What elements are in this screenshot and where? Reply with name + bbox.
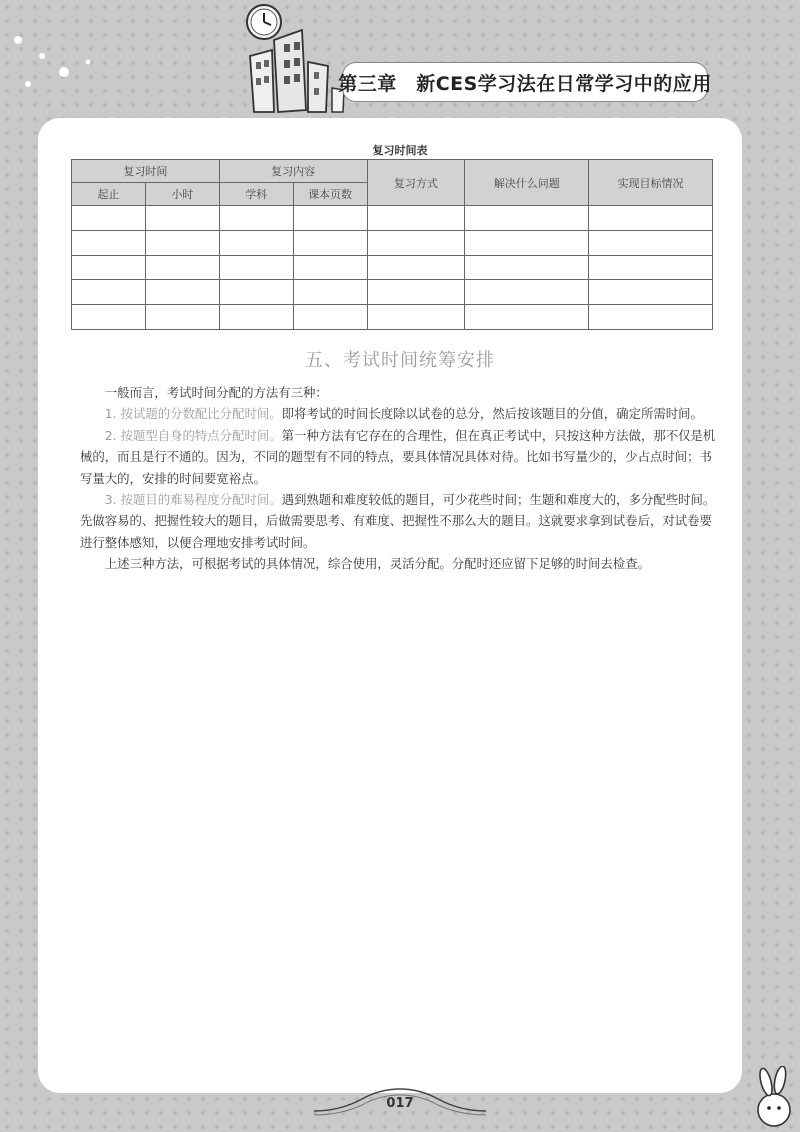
table-cell (293, 255, 367, 280)
method-paragraph-3 (80, 489, 720, 553)
table-cell (465, 230, 589, 255)
table-cell (465, 305, 589, 330)
table-cell (72, 255, 146, 280)
table-row (72, 206, 713, 231)
buildings-icon (250, 30, 344, 112)
clock-icon (247, 5, 281, 39)
table-cell (293, 280, 367, 305)
table-cell (293, 230, 367, 255)
table-row (72, 255, 713, 280)
page-number: 017 (386, 1096, 414, 1111)
table-cell (145, 255, 219, 280)
table-cell (145, 230, 219, 255)
method-label-3: 3. 按题目的难易程度分配时间。 (104, 492, 282, 508)
table-cell (465, 280, 589, 305)
table-cell (589, 280, 713, 305)
method-text-1: 即将考试的时间长度除以试卷的总分，然后按该题目的分值，确定所需时间。 (281, 406, 703, 422)
table-cell (589, 206, 713, 231)
table-cell (219, 206, 293, 231)
header-review-content: 复习内容 (219, 160, 367, 183)
clock-tower-illustration (228, 0, 358, 118)
table-cell (367, 206, 465, 231)
table-cell (589, 255, 713, 280)
header-subject: 学科 (219, 183, 293, 206)
table-cell (589, 305, 713, 330)
summary-paragraph: 上述三种方法，可根据考试的具体情况，综合使用，灵活分配。分配时还应留下足够的时间去检查。 (104, 556, 650, 572)
table-body (72, 206, 713, 330)
table-cell (293, 206, 367, 231)
table-cell (465, 206, 589, 231)
table-cell (589, 230, 713, 255)
intro-paragraph: 一般而言，考试时间分配的方法有三种： (104, 385, 328, 400)
method-text-3: 遇到熟题和难度较低的题目，可少花些时间；生题和难度大的，多分配些时间。先做容易的、把握性较大的题目，后做需要思考、有难度、把握性不那么大的题目。这就要求拿到试卷后，对试卷要进行整体感知，以便合理地安排考试时间。 (80, 492, 716, 550)
table-cell (219, 280, 293, 305)
table-cell (145, 305, 219, 330)
table-cell (367, 255, 465, 280)
method-label-2: 2. 按题型自身的特点分配时间。 (104, 427, 282, 443)
table-header-row (72, 160, 713, 183)
header-goal-status: 实现目标情况 (589, 160, 713, 206)
method-text-2: 第一种方法有它存在的合理性，但在真正考试中，只按这种方法做，那不仅是机械的，而且是行不通的。因为，不同的题型有不同的特点，要具体情况具体对待。比如书写量少的，少占点时间；书写量大的，安排的时间要宽裕点。 (80, 427, 716, 486)
header-start-end: 起止 (72, 183, 146, 206)
table-cell (145, 206, 219, 231)
rabbit-icon (748, 1066, 796, 1130)
table-row (72, 230, 713, 255)
header-textbook-pages: 课本页数 (293, 183, 367, 206)
table-caption: 复习时间表 (372, 144, 428, 157)
header-hours: 小时 (145, 183, 219, 206)
table-row (72, 305, 713, 330)
method-paragraph-2 (80, 425, 720, 489)
table-cell (293, 305, 367, 330)
table-cell (145, 280, 219, 305)
body-text (80, 382, 720, 575)
table-cell (219, 305, 293, 330)
table-cell (367, 280, 465, 305)
chapter-banner (338, 62, 712, 102)
header-problems-solved: 解决什么问题 (465, 160, 589, 206)
table-cell (465, 255, 589, 280)
header-review-method: 复习方式 (367, 160, 465, 206)
table-cell (72, 305, 146, 330)
method-label-1: 1. 按试题的分数配比分配时间。 (104, 406, 282, 422)
section-heading: 五、考试时间统筹安排 (305, 350, 495, 371)
chapter-title: 第三章 新CES学习法在日常学习中的应用 (338, 72, 712, 95)
table-cell (219, 230, 293, 255)
header-review-time: 复习时间 (72, 160, 220, 183)
table-cell (72, 206, 146, 231)
table-row (72, 280, 713, 305)
table-cell (367, 305, 465, 330)
method-paragraph-1 (80, 403, 720, 424)
table-cell (219, 255, 293, 280)
table-cell (72, 280, 146, 305)
table-cell (72, 230, 146, 255)
review-schedule-table (71, 159, 713, 330)
table-cell (367, 230, 465, 255)
